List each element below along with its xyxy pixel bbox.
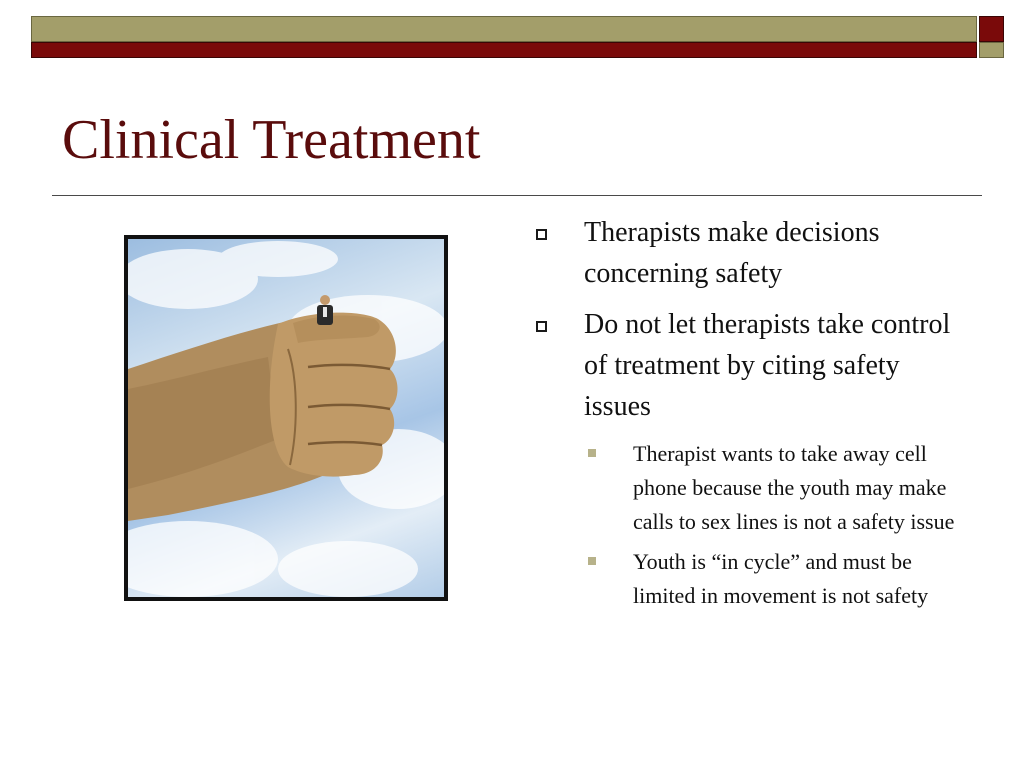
bullet-item: [530, 304, 970, 427]
sub-bullet-item: [530, 545, 968, 613]
sub-bullet-text: Youth is “in cycle” and must be limited in movement is not safety: [633, 549, 929, 608]
fist-holding-man-image: [124, 235, 448, 601]
bullet-item: [530, 212, 970, 294]
sub-bullet-item: [530, 437, 968, 539]
band-red: [31, 42, 977, 58]
bullet-text: Therapists make decisions concerning safety: [584, 217, 880, 289]
fist-illustration: [128, 239, 444, 597]
filled-square-icon: [588, 449, 596, 457]
band-olive: [31, 16, 977, 42]
hollow-square-icon: [536, 229, 547, 240]
sub-bullet-text: Therapist wants to take away cell phone because the youth may make calls to sex lines is not a safety issue: [633, 441, 955, 534]
title-divider: [52, 195, 982, 196]
bullet-text: Do not let therapists take control of treatment by citing safety issues: [584, 309, 951, 422]
top-band: [31, 16, 977, 58]
corner-block-red: [979, 16, 1004, 42]
filled-square-icon: [588, 557, 596, 565]
hollow-square-icon: [536, 321, 547, 332]
bullet-list: [530, 212, 970, 619]
corner-block-olive: [979, 42, 1004, 58]
slide-title: Clinical Treatment: [62, 109, 481, 171]
